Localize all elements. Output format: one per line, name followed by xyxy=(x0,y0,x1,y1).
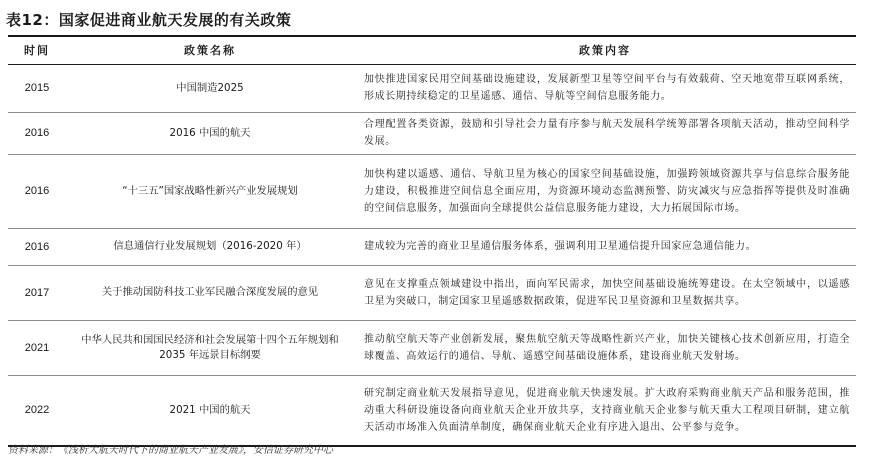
cell-policy-content: 合理配置各类资源，鼓励和引导社会力量有序参与航天发展科学统筹部署各项航天活动，推动空间科学发展。 xyxy=(354,112,856,154)
cell-policy-content: 研究制定商业航天发展指导意见，促进商业航天快速发展。扩大政府采购商业航天产品和服务范围，推动重大科研设施设备向商业航天企业开放共享，支持商业航天企业参与航天重大工程项目研制，建立航天活动市场准入负面清单制度，确保商业航天企业有序进入退出、公平参与竞争。 xyxy=(364,387,850,433)
source-note: 资料来源：《浅析大航天时代下的商业航天产业发展》，安信证券研究中心 xyxy=(8,445,333,456)
policy-table xyxy=(8,35,856,447)
cell-year: 2016 xyxy=(8,228,66,265)
cell-policy-content: 建成较为完善的商业卫星通信服务体系，强调利用卫星通信提升国家应急通信能力。 xyxy=(354,228,856,265)
header-row xyxy=(8,37,856,64)
cell-year: 2022 xyxy=(24,404,50,417)
header-policy-name: 政策名称 xyxy=(66,37,354,64)
cell-year: 2015 xyxy=(8,64,66,112)
cell-year: 2021 xyxy=(8,320,66,375)
cell-year: 2017 xyxy=(8,265,66,320)
table-row xyxy=(8,64,856,112)
table-title: 表12：国家促进商业航天发展的有关政策 xyxy=(6,11,292,29)
table-row xyxy=(8,228,856,265)
cell-policy-name: 2021 中国的航天 xyxy=(169,403,251,416)
table-row xyxy=(8,265,856,320)
cell-policy-content: 推动航空航天等产业创新发展，聚焦航空航天等战略性新兴产业，加快关键核心技术创新应用，打造全球覆盖、高效运行的通信、导航、遥感空间基础设施体系，建设商业航天发射场。 xyxy=(354,320,856,375)
header-policy-content: 政策内容 xyxy=(354,37,856,64)
table-row xyxy=(8,375,856,445)
table-row xyxy=(8,112,856,154)
cell-policy-content: 加快推进国家民用空间基础设施建设，发展新型卫星等空间平台与有效载荷、空天地宽带互联网系统，形成长期持续稳定的卫星遥感、通信、导航等空间信息服务能力。 xyxy=(354,64,856,112)
cell-policy-content: 意见在支撑重点领域建设中指出，面向军民需求，加快空间基础设施统筹建设。在太空领域中，以遥感卫星为突破口，制定国家卫星遥感数据政策，促进军民卫星资源和卫星数据共享。 xyxy=(354,265,856,320)
cell-policy-name: 2016 中国的航天 xyxy=(66,112,354,154)
table-row xyxy=(8,320,856,375)
cell-policy-name: “十三五”国家战略性新兴产业发展规划 xyxy=(66,154,354,228)
cell-year: 2016 xyxy=(8,154,66,228)
cell-policy-name: 中国制造2025 xyxy=(66,64,354,112)
cell-policy-name: 中华人民共和国国民经济和社会发展第十四个五年规划和 2035 年远景目标纲要 xyxy=(66,320,354,375)
cell-policy-content: 加快构建以遥感、通信、导航卫星为核心的国家空间基础设施，加强跨领域资源共享与信息综合服务能力建设，积极推进空间信息全面应用，为资源环境动态监测预警、防灾减灾与应急指挥等提供及时准确的空间信息服务，加强面向全球提供公益信息服务能力建设，大力拓展国际市场。 xyxy=(354,154,856,228)
cell-year: 2016 xyxy=(8,112,66,154)
cell-policy-name: 关于推动国防科技工业军民融合深度发展的意见 xyxy=(66,265,354,320)
header-year: 时间 xyxy=(8,37,66,64)
cell-policy-name: 信息通信行业发展规划（2016-2020 年） xyxy=(66,228,354,265)
table-row xyxy=(8,154,856,228)
